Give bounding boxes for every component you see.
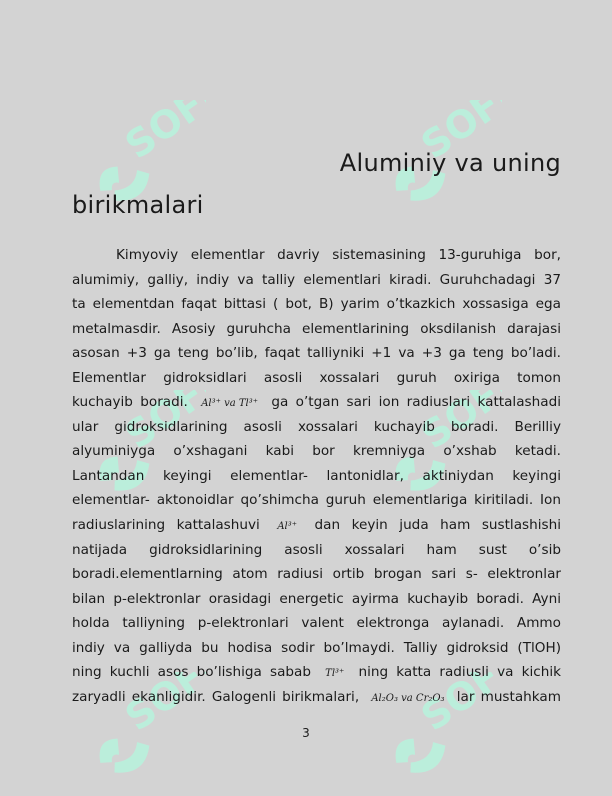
text-segment: ga o’tgan sari ion radiuslari kattalashadi: [271, 394, 561, 410]
paragraph-line: [72, 390, 561, 414]
formula-ion: Tl³⁺: [325, 668, 345, 679]
paragraph-line: alumimiy, galliy, indiy va talliy elementlari kiradi. Guruhchadagi 37: [72, 272, 561, 288]
svg-text:SOFF: SOFF: [117, 390, 206, 458]
svg-text:SOFF: SOFF: [413, 100, 502, 168]
text-segment: ning kuchli asos bo’lishiga sabab: [72, 664, 312, 680]
paragraph-line: natijada gidroksidlarining asosli xossalari ham sust o’sib: [72, 542, 561, 558]
paragraph-line: [72, 660, 561, 684]
page-title: Aluminiy va uning: [339, 149, 561, 177]
paragraph-line: metalmasdir. Asosiy guruhcha elementlarining oksdilanish darajasi: [72, 321, 561, 337]
paragraph-line: Lantandan keyingi elementlar- lantonidlar, aktiniydan keyingi: [72, 468, 561, 484]
paragraph-line: bilan p-elektronlar orasidagi energetic ayirma kuchayib boradi. Ayni: [72, 591, 561, 607]
paragraph-line: [72, 513, 561, 537]
svg-text:SOFF: SOFF: [413, 390, 502, 458]
text-segment: ning katta radiusli va kichik: [358, 664, 562, 680]
formula-ions: Al³⁺ va Tl³⁺: [201, 398, 259, 409]
paragraph-line: holda talliyning p-elektronlari valent elektronga aylanadi. Ammo: [72, 615, 561, 631]
text-segment: radiuslarining kattalashuvi: [72, 517, 260, 533]
paragraph-line: Elementlar gidroksidlari asosli xossalari guruh oxiriga tomon: [72, 370, 561, 386]
text-segment: zaryadli ekanligidir. Galogenli birikmalari,: [72, 689, 360, 705]
text-segment: kuchayib boradi.: [72, 394, 188, 410]
paragraph-line: [72, 685, 561, 709]
paragraph-line: Kimyoviy elementlar davriy sistemasining 13-guruhiga bor,: [116, 247, 561, 263]
svg-text:SOFF: SOFF: [413, 672, 502, 740]
page-title-continued: birikmalari: [72, 191, 204, 219]
formula-ion: Al³⁺: [277, 521, 298, 532]
page-number: 3: [302, 726, 310, 740]
formula-oxides: Al₂O₃ va Cr₂O₃: [371, 693, 445, 704]
paragraph-line: ular gidroksidlarining asosli xossalari kuchayib boradi. Berilliy: [72, 419, 561, 435]
paragraph-line: asosan +3 ga teng bo’lib, faqat talliyniki +1 va +3 ga teng bo’ladi.: [72, 345, 561, 361]
text-segment: dan keyin juda ham sustlashishi: [314, 517, 561, 533]
paragraph-line: indiy va galliyda bu hodisa sodir bo’lmaydi. Talliy gidroksid (TlOH): [72, 640, 561, 656]
paragraph-line: alyuminiyga o’xshagani kabi bor kremniyga o’xshab ketadi.: [72, 443, 561, 459]
svg-text:SOFF: SOFF: [117, 100, 206, 168]
paragraph-line: ta elementdan faqat bittasi ( bot, B) yarim o’tkazkich xossasiga ega: [72, 296, 561, 312]
svg-text:SOFF: SOFF: [117, 672, 206, 740]
text-segment: lar mustahkam: [456, 689, 561, 705]
paragraph-line: elementlar- aktonoidlar qo’shimcha guruh elementlariga kiritiladi. Ion: [72, 492, 561, 508]
paragraph-line: boradi.elementlarning atom radiusi ortib brogan sari s- elektronlar: [72, 566, 561, 582]
